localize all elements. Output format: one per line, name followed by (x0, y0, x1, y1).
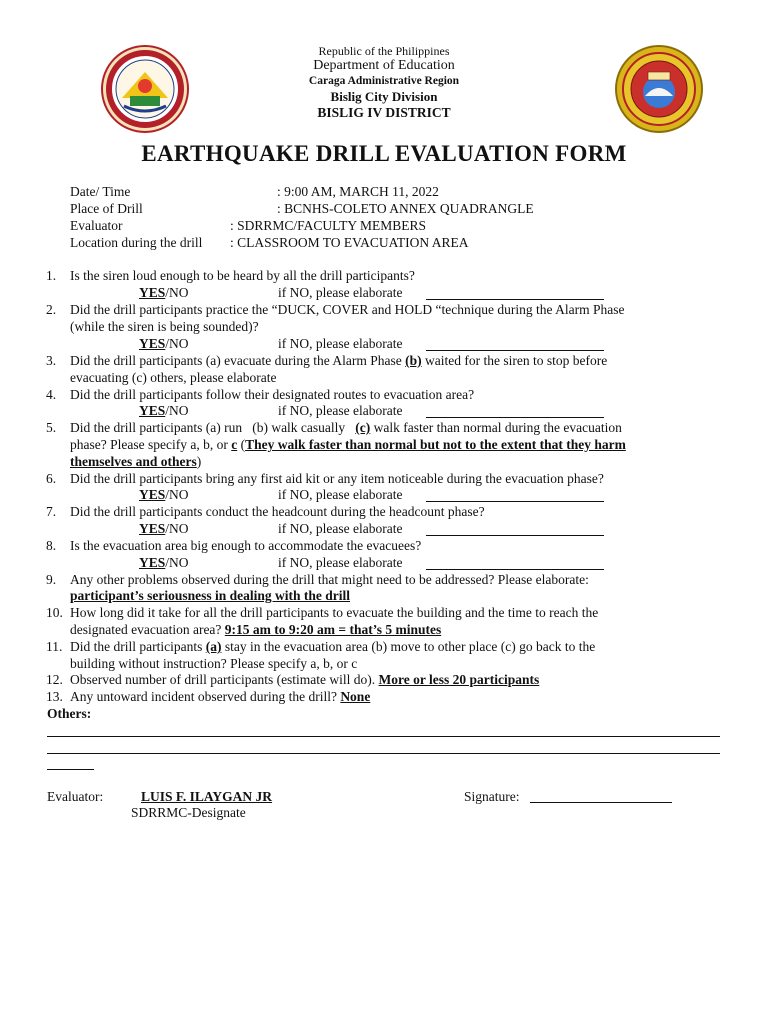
question-3-number: 3. (46, 353, 57, 368)
question-12-number: 12. (46, 672, 63, 687)
others-line-3[interactable] (47, 769, 94, 770)
yes-label: YES (139, 403, 166, 418)
question-13-number: 13. (46, 689, 63, 704)
question-11-text-c: stay in the evacuation area (b) move to other place (c) go back to the (221, 639, 596, 654)
question-13-text: Any untoward incident observed during the drill? (70, 689, 341, 704)
question-11-number: 11. (46, 639, 63, 654)
evaluator-role: SDRRMC-Designate (131, 805, 246, 820)
question-5-specify: phase? Please specify a, b, or (70, 437, 232, 452)
question-8-text: Is the evacuation area big enough to accommodate the evacuees? (70, 538, 422, 553)
question-1-text: Is the siren loud enough to be heard by all the drill participants? (70, 268, 415, 283)
question-1-yes-no (139, 285, 189, 301)
no-label: /NO (165, 521, 189, 536)
question-2-elaborate-field[interactable] (426, 336, 604, 351)
evaluator-name: LUIS F. ILAYGAN JR (141, 789, 273, 804)
question-11-answer: (a) (205, 639, 222, 654)
signature-field[interactable] (530, 788, 672, 803)
question-2-line-2: (while the siren is being sounded)? (70, 319, 259, 334)
question-5-answer-line-2: themselves and others (70, 454, 197, 469)
question-5-paren: ( (237, 437, 246, 452)
info-place-value: : BCNHS-COLETO ANNEX QUADRANGLE (277, 201, 534, 216)
yes-label: YES (139, 336, 166, 351)
question-10-answer: 9:15 am to 9:20 am = that’s 5 minutes (224, 622, 442, 637)
question-5-specify-answer: c (231, 437, 238, 452)
info-date-row (70, 184, 439, 200)
info-date-value: : 9:00 AM, MARCH 11, 2022 (277, 184, 439, 199)
info-evaluator-row (70, 218, 427, 234)
others-line-2[interactable] (47, 753, 720, 754)
no-label: /NO (165, 285, 189, 300)
header-department: Department of Education (313, 58, 455, 73)
no-label: /NO (165, 403, 189, 418)
header-district: BISLIG IV DISTRICT (317, 105, 451, 120)
header-division: Bislig City Division (330, 89, 438, 104)
question-5-text-c: walk faster than normal during the evacuation (370, 420, 622, 435)
question-9-answer: participant’s seriousness in dealing with the drill (70, 588, 351, 603)
info-place-row (70, 201, 534, 217)
question-1-elaborate-label: if NO, please elaborate (278, 285, 403, 300)
question-1-number: 1. (46, 268, 57, 283)
yes-label: YES (139, 521, 166, 536)
question-9-text: Any other problems observed during the drill that might need to be addressed? Please elaborate: (70, 572, 589, 587)
question-5-line-3 (70, 454, 201, 470)
question-13-line (70, 689, 370, 705)
form-title: EARTHQUAKE DRILL EVALUATION FORM (141, 141, 627, 166)
question-3-line-2: evacuating (c) others, please elaborate (70, 370, 277, 385)
header-republic: Republic of the Philippines (318, 44, 450, 58)
question-2-number: 2. (46, 302, 57, 317)
question-10-text: designated evacuation area? (70, 622, 225, 637)
info-location-label: Location during the drill (70, 235, 203, 250)
question-10-line-1: How long did it take for all the drill participants to evacuate the building and the time to reach the (70, 605, 599, 620)
info-evaluator-label: Evaluator (70, 218, 123, 233)
yes-label: YES (139, 487, 166, 502)
info-evaluator-value: : SDRRMC/FACULTY MEMBERS (230, 218, 427, 233)
question-8-yes-no (139, 555, 189, 571)
question-11-text-a: Did the drill participants (70, 639, 206, 654)
no-label: /NO (165, 555, 189, 570)
evaluator-footer-label: Evaluator: (47, 789, 104, 804)
question-7-elaborate-label: if NO, please elaborate (278, 521, 403, 536)
question-5-line-2 (70, 437, 626, 453)
question-1-elaborate-field[interactable] (426, 285, 604, 300)
question-7-number: 7. (46, 504, 57, 519)
question-6-elaborate-field[interactable] (426, 487, 604, 502)
question-12-line (70, 672, 539, 688)
question-8-number: 8. (46, 538, 57, 553)
info-date-label: Date/ Time (70, 184, 131, 199)
question-7-yes-no (139, 521, 189, 537)
question-6-elaborate-label: if NO, please elaborate (278, 487, 403, 502)
question-5-number: 5. (46, 420, 57, 435)
question-5-answer-line-1: They walk faster than normal but not to the extent that they harm (245, 437, 626, 452)
question-5-text-a: Did the drill participants (a) run (b) walk casually (70, 420, 356, 435)
question-11-line-1 (70, 639, 595, 655)
question-5-choice: (c) (355, 420, 371, 435)
question-13-answer: None (340, 689, 371, 704)
question-8-elaborate-label: if NO, please elaborate (278, 555, 403, 570)
question-9-number: 9. (46, 572, 57, 587)
question-5-line-1 (70, 420, 622, 436)
info-place-label: Place of Drill (70, 201, 143, 216)
info-location-row (70, 235, 469, 251)
question-2-elaborate-label: if NO, please elaborate (278, 336, 403, 351)
question-6-number: 6. (46, 471, 57, 486)
question-6-yes-no (139, 487, 189, 503)
question-4-elaborate-field[interactable] (426, 403, 604, 418)
question-10-line-2 (70, 622, 441, 638)
others-label: Others: (47, 706, 92, 721)
question-3-answer: (b) (405, 353, 422, 368)
signature-label: Signature: (464, 789, 520, 804)
no-label: /NO (165, 487, 189, 502)
question-7-text: Did the drill participants conduct the headcount during the headcount phase? (70, 504, 485, 519)
question-12-text: Observed number of drill participants (estimate will do). (70, 672, 379, 687)
question-8-elaborate-field[interactable] (426, 555, 604, 570)
question-2-line-1: Did the drill participants practice the “DUCK, COVER and HOLD “technique during the Alarm Phase (70, 302, 625, 317)
question-3-text-a: Did the drill participants (a) evacuate during the Alarm Phase (70, 353, 406, 368)
question-2-yes-no (139, 336, 189, 352)
header-region: Caraga Administrative Region (308, 75, 460, 87)
others-line-1[interactable] (47, 736, 720, 737)
question-3-line-1 (70, 353, 607, 369)
question-4-yes-no (139, 403, 189, 419)
question-4-text: Did the drill participants follow their designated routes to evacuation area? (70, 387, 475, 402)
question-3-text-c: waited for the siren to stop before (421, 353, 608, 368)
question-12-answer: More or less 20 participants (378, 672, 540, 687)
info-location-value: : CLASSROOM TO EVACUATION AREA (230, 235, 469, 250)
question-10-number: 10. (46, 605, 63, 620)
question-4-elaborate-label: if NO, please elaborate (278, 403, 403, 418)
no-label: /NO (165, 336, 189, 351)
question-6-text: Did the drill participants bring any first aid kit or any item noticeable during the evacuation phase? (70, 471, 604, 486)
yes-label: YES (139, 285, 166, 300)
question-11-line-2: building without instruction? Please specify a, b, or c (70, 656, 358, 671)
question-5-close-paren: ) (196, 454, 202, 469)
yes-label: YES (139, 555, 166, 570)
question-7-elaborate-field[interactable] (426, 521, 604, 536)
question-4-number: 4. (46, 387, 57, 402)
